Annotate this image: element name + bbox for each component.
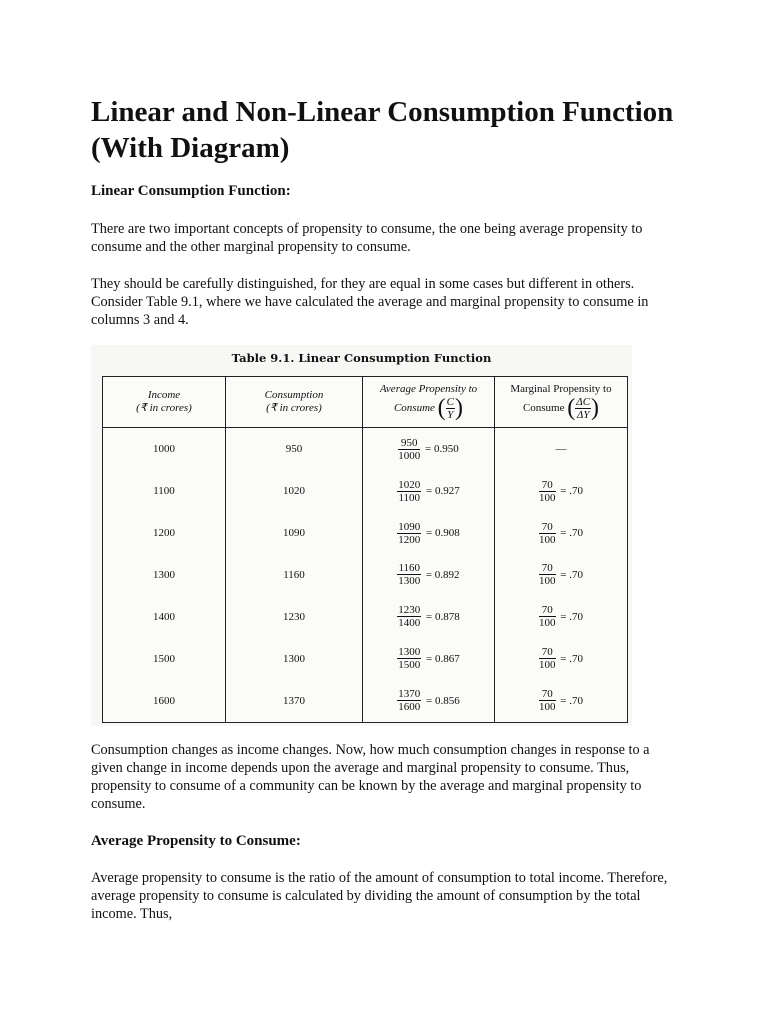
cell-income: 1000 <box>103 428 226 471</box>
header-income <box>103 377 226 428</box>
header-mpc-line2: Consume <box>522 402 565 415</box>
paragraph-1: There are two important concepts of propensity to consume, the one being average propensity to consume and the other marginal propensity to consume. <box>91 221 643 255</box>
header-apc-den: Y <box>447 409 454 421</box>
apc-numerator: 1370 <box>398 688 421 701</box>
cell-apc <box>363 512 495 554</box>
cell-apc <box>363 638 495 680</box>
table-row <box>103 638 628 680</box>
header-income-line2: (₹ in crores) <box>136 402 192 414</box>
apc-numerator: 950 <box>398 437 420 450</box>
mpc-denominator: 100 <box>539 617 556 630</box>
table-row <box>103 428 628 471</box>
section-heading-linear: Linear Consumption Function: <box>91 183 291 199</box>
cell-consumption: 1090 <box>226 512 363 554</box>
apc-denominator: 1400 <box>398 617 421 630</box>
mpc-denominator: 100 <box>539 659 556 672</box>
mpc-numerator: 70 <box>539 604 556 617</box>
apc-numerator: 1020 <box>398 478 421 491</box>
apc-numerator: 1300 <box>398 646 421 659</box>
header-consumption-line2: (₹ in crores) <box>266 402 322 414</box>
header-apc: Average Propensity to Consume ( $\frac{C}{Y}$ ) <box>363 377 495 428</box>
apc-numerator: 1230 <box>398 604 421 617</box>
mpc-value: = .70 <box>560 485 583 498</box>
header-consumption-line1: Consumption <box>264 389 324 401</box>
header-mpc-num: ΔC <box>576 396 591 408</box>
apc-value: = 0.867 <box>426 652 460 665</box>
paragraph-4: Average propensity to consume is the ratio of the amount of consumption to total income. Therefore, average propensity to consume is calculated by dividing the amount of consumption by the total income. Thus, <box>91 870 668 922</box>
mpc-numerator: 70 <box>539 521 556 534</box>
header-apc-line2: Consume <box>393 402 435 415</box>
mpc-value: = .70 <box>560 568 583 581</box>
header-apc-num: C <box>446 396 455 408</box>
cell-income: 1200 <box>103 512 226 554</box>
mpc-value: — <box>555 443 567 456</box>
cell-apc <box>363 680 495 723</box>
paragraph-2: They should be carefully distinguished, for they are equal in some cases but different in others. Consider Table 9.1, where we have calculated the average and marginal propensity to consume in columns 3 and 4. <box>91 276 649 328</box>
page-title: Linear and Non-Linear Consumption Function (With Diagram) <box>91 96 674 164</box>
mpc-denominator: 100 <box>539 575 556 588</box>
cell-mpc <box>495 470 628 512</box>
mpc-denominator: 100 <box>539 491 556 504</box>
table-row <box>103 554 628 596</box>
header-mpc-line1: Marginal Propensity to <box>510 383 612 395</box>
apc-value: = 0.908 <box>426 527 460 540</box>
cell-apc <box>363 470 495 512</box>
apc-value: = 0.892 <box>425 568 460 581</box>
mpc-value: = .70 <box>560 694 583 707</box>
header-apc-line1: Average Propensity to <box>379 383 478 395</box>
cell-apc <box>363 554 495 596</box>
mpc-value: = .70 <box>560 610 583 623</box>
table-row <box>103 512 628 554</box>
apc-denominator: 1300 <box>398 575 421 588</box>
apc-denominator: 1500 <box>398 659 421 672</box>
apc-denominator: 1000 <box>398 449 421 462</box>
header-income-line1: Income <box>147 389 181 401</box>
table-row <box>103 470 628 512</box>
apc-denominator: 1200 <box>398 533 421 546</box>
cell-mpc <box>495 554 628 596</box>
apc-numerator: 1090 <box>398 520 421 533</box>
cell-consumption: 1230 <box>226 596 363 638</box>
mpc-numerator: 70 <box>539 646 556 659</box>
apc-denominator: 1100 <box>398 491 421 504</box>
table-image <box>91 345 632 726</box>
paragraph-3: Consumption changes as income changes. Now, how much consumption changes in response to a given change in income depends upon the average and marginal propensity to consume. Thus, propensity to consume of a community can be known by the average and marginal propensity to consume. <box>91 742 650 812</box>
mpc-numerator: 70 <box>539 562 556 575</box>
cell-consumption: 1160 <box>226 554 363 596</box>
cell-consumption: 1300 <box>226 638 363 680</box>
cell-consumption: 950 <box>226 428 363 471</box>
apc-denominator: 1600 <box>398 701 421 714</box>
mpc-denominator: 100 <box>539 701 556 714</box>
cell-consumption: 1020 <box>226 470 363 512</box>
table-caption: Table 9.1. Linear Consumption Function <box>231 351 492 365</box>
cell-income: 1500 <box>103 638 226 680</box>
mpc-denominator: 100 <box>539 533 556 546</box>
cell-income: 1400 <box>103 596 226 638</box>
table-row <box>103 680 628 723</box>
apc-value: = 0.856 <box>426 694 460 707</box>
header-consumption <box>226 377 363 428</box>
cell-mpc <box>495 428 628 471</box>
mpc-value: = .70 <box>560 652 583 665</box>
header-mpc-den: ΔY <box>576 409 590 421</box>
section-heading-apc: Average Propensity to Consume: <box>91 833 301 849</box>
mpc-value: = .70 <box>560 527 583 540</box>
cell-consumption: 1370 <box>226 680 363 723</box>
cell-mpc <box>495 680 628 723</box>
cell-mpc <box>495 512 628 554</box>
apc-numerator: 1160 <box>398 562 421 575</box>
apc-value: = 0.927 <box>426 485 460 498</box>
table-row <box>103 596 628 638</box>
cell-income: 1300 <box>103 554 226 596</box>
apc-value: = 0.878 <box>426 610 460 623</box>
table-header-row <box>103 377 628 428</box>
header-mpc: Marginal Propensity to Consume ( $\frac{\Delta C}{\Delta Y}$ ) <box>495 377 628 428</box>
cell-apc <box>363 596 495 638</box>
apc-value: = 0.950 <box>425 443 459 456</box>
consumption-table <box>102 376 628 723</box>
mpc-numerator: 70 <box>539 479 556 492</box>
cell-mpc <box>495 596 628 638</box>
cell-mpc <box>495 638 628 680</box>
cell-income: 1100 <box>103 470 226 512</box>
mpc-numerator: 70 <box>539 688 556 701</box>
cell-income: 1600 <box>103 680 226 723</box>
cell-apc <box>363 428 495 471</box>
